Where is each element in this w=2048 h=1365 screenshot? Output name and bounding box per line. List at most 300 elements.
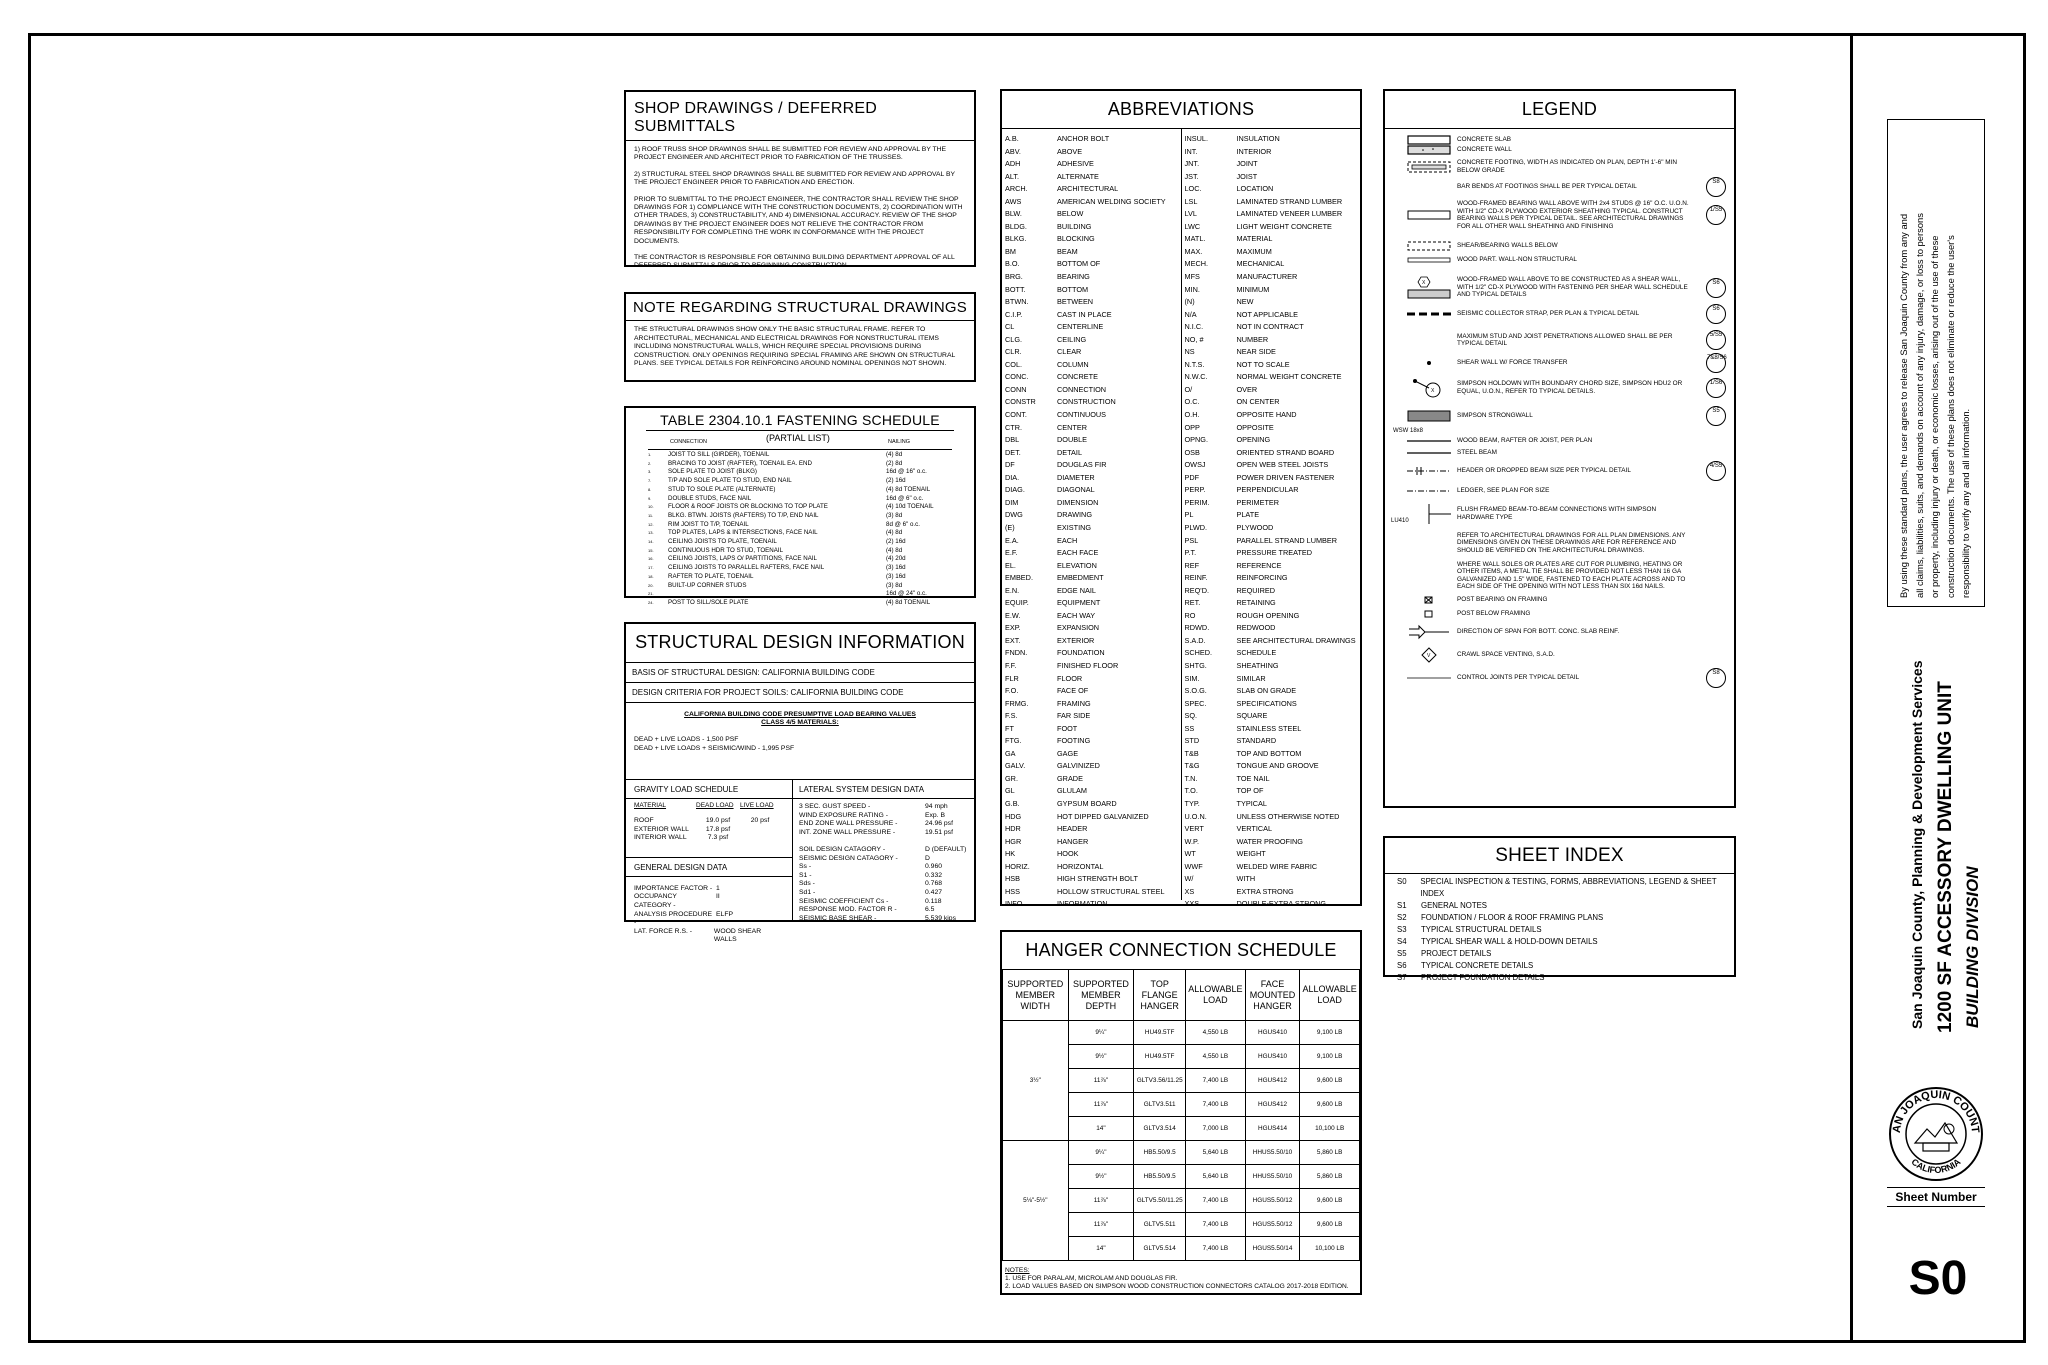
abbreviation-row (1005, 271, 1178, 284)
sheet-index-description: FOUNDATION / FLOOR & ROOF FRAMING PLANS (1421, 913, 1604, 922)
abbreviation-row (1185, 597, 1358, 610)
abbreviation-code: G.B. (1005, 798, 1020, 808)
hanger-schedule-box (1000, 930, 1362, 1295)
abbreviation-row (1005, 409, 1178, 422)
abbreviation-row (1185, 811, 1358, 824)
fastening-row (626, 573, 974, 582)
lateral-key: SEISMIC BASE SHEAR - (799, 914, 877, 922)
abbreviation-code: XXS (1184, 899, 1200, 909)
abbreviation-row (1005, 484, 1178, 497)
abbreviation-row (1185, 535, 1358, 548)
abbreviation-row (1005, 183, 1178, 196)
hanger-cell: HGUS5.50/14 (1245, 1237, 1300, 1261)
abbreviation-code: COL. (1005, 359, 1023, 369)
fastening-row-number: 3. (648, 469, 652, 475)
abbreviation-meaning: BLOCKING (1057, 234, 1095, 244)
abbreviation-code: (E) (1005, 522, 1015, 532)
legend-symbol-span-icon (1401, 625, 1457, 639)
hanger-header-cell: ALLOWABLE LOAD (1186, 970, 1246, 1021)
hanger-cell: 11⅞" (1068, 1213, 1134, 1237)
abbreviation-meaning: HANGER (1057, 836, 1089, 846)
legend-symbol-wall-icon (1401, 145, 1457, 155)
gravity-live-load: 20 psf (750, 817, 770, 824)
legend-item (1385, 255, 1734, 265)
abbreviation-row (1005, 848, 1178, 861)
hanger-cell: HGUS5.50/12 (1245, 1189, 1300, 1213)
legend-item-text: MAXIMUM STUD AND JOIST PENETRATIONS ALLOWED SHALL BE PER TYPICAL DETAIL (1457, 332, 1673, 348)
hanger-cell: 9¼" (1068, 1141, 1134, 1165)
general-design-row (634, 911, 784, 928)
hanger-cell: 9,600 LB (1300, 1069, 1360, 1093)
abbreviation-code: ARCH. (1005, 184, 1028, 194)
legend-item-text: SIMPSON STRONGWALL (1457, 411, 1533, 419)
hanger-cell: 4,550 LB (1186, 1045, 1246, 1069)
hanger-note-1: 1. USE FOR PARALAM, MICROLAM AND DOUGLAS FIR. (1005, 1275, 1178, 1282)
abbreviation-row (1005, 284, 1178, 297)
lateral-value: 0.118 (925, 897, 942, 905)
abbreviation-code: EXP. (1005, 623, 1021, 633)
presumptive-title-line1: CALIFORNIA BUILDING CODE PRESUMPTIVE LOAD BEARING VALUES (684, 711, 916, 718)
abbreviation-meaning: FOUNDATION (1057, 648, 1105, 658)
fastening-col-connection: CONNECTION (670, 439, 707, 445)
abbreviation-meaning: GYPSUM BOARD (1057, 798, 1117, 808)
legend-item (1385, 333, 1734, 348)
abbreviation-row (1005, 785, 1178, 798)
disclaimer-box (1887, 119, 1985, 607)
lateral-row (799, 889, 968, 898)
abbreviation-code: HDG (1005, 811, 1022, 821)
hanger-notes-title: NOTES: (1005, 1267, 1030, 1274)
gravity-material: EXTERIOR WALL (634, 825, 689, 833)
abbreviation-code: CLG. (1005, 334, 1023, 344)
legend-symbol-vent-icon (1401, 647, 1457, 663)
hanger-row (1003, 1021, 1360, 1045)
legend-item (1385, 462, 1734, 476)
legend-symbol-header-icon (1401, 466, 1457, 476)
legend-item-text: WOOD BEAM, RAFTER OR JOIST, PER PLAN (1457, 436, 1593, 444)
abbreviation-meaning: HOOK (1057, 849, 1079, 859)
abbreviation-row (1005, 396, 1178, 409)
fastening-row-connection: T/P AND SOLE PLATE TO STUD, END NAIL (668, 477, 792, 485)
abbreviation-meaning: DETAIL (1057, 447, 1083, 457)
abbreviation-row (1005, 146, 1178, 159)
hanger-cell: 5,640 LB (1186, 1165, 1246, 1189)
fastening-row-connection: STUD TO SOLE PLATE (ALTERNATE) (668, 485, 776, 493)
abbreviation-meaning: SHEATHING (1236, 660, 1279, 670)
hanger-cell: 7,400 LB (1186, 1237, 1246, 1261)
hanger-cell: 10,100 LB (1300, 1237, 1360, 1261)
fastening-col-nailing: NAILING (888, 439, 911, 445)
legend-item-text: WHERE WALL SOLES OR PLATES ARE CUT FOR PLUMBING, HEATING OR OTHER ITEMS, A METAL TIE SHALL BE PROVIDED NOT LESS THAN 16 GA GALVANIZED AND 1.5" WIDE, FASTENED TO EACH PLATE ACROSS AND TO EACH SIDE OF THE OPENING WITH NOT LESS THAN SIX 16d NAILS. (1457, 560, 1686, 591)
abbreviation-code: RDWD. (1184, 623, 1210, 633)
fastening-row (626, 590, 974, 599)
legend-item (1385, 407, 1734, 434)
abbreviation-code: CL (1005, 322, 1015, 332)
lateral-system-title: LATERAL SYSTEM DESIGN DATA (799, 785, 925, 794)
legend-detail-reference: S6 (1706, 304, 1726, 324)
legend-item-text: FLUSH FRAMED BEAM-TO-BEAM CONNECTIONS WITH SIMPSON HARDWARE TYPE (1457, 506, 1657, 521)
fastening-row (626, 460, 974, 469)
abbreviation-meaning: JOIST (1236, 171, 1258, 181)
hanger-cell: 4,550 LB (1186, 1021, 1246, 1045)
hanger-schedule-title: HANGER CONNECTION SCHEDULE (1025, 940, 1337, 960)
abbreviation-row (1185, 371, 1358, 384)
legend-item (1385, 179, 1734, 192)
fastening-row-nailing: (3) 16d (886, 564, 906, 572)
abbreviation-meaning: ANCHOR BOLT (1057, 134, 1110, 143)
lateral-value: D (DEFAULT) (925, 845, 967, 853)
abbreviation-row (1005, 647, 1178, 660)
abbreviation-meaning: INFORMATION (1057, 899, 1108, 909)
abbreviation-row (1185, 346, 1358, 359)
shop-drawings-title: SHOP DRAWINGS / DEFERRED SUBMITTALS (634, 100, 878, 135)
fastening-row (626, 564, 974, 573)
general-design-value: WOOD SHEAR WALLS (713, 927, 762, 944)
abbreviation-meaning: FACE OF (1057, 686, 1089, 696)
abbreviation-meaning: PLATE (1236, 510, 1260, 520)
abbreviation-row (1185, 258, 1358, 271)
fastening-row-number: 11. (648, 512, 654, 518)
legend-detail-reference: 5/S5 (1706, 330, 1726, 350)
fastening-row-nailing: (2) 8d (886, 459, 903, 467)
gravity-load-title: GRAVITY LOAD SCHEDULE (634, 785, 739, 794)
abbreviation-row (1005, 384, 1178, 397)
abbreviation-meaning: FINISHED FLOOR (1057, 660, 1119, 670)
abbreviation-meaning: LOCATION (1236, 184, 1274, 194)
abbreviation-row (1005, 760, 1178, 773)
hanger-cell: HB5.50/9.5 (1134, 1165, 1186, 1189)
abbreviation-meaning: HOT DIPPED GALVANIZED (1057, 811, 1149, 821)
fastening-row (626, 512, 974, 521)
abbreviation-meaning: DOUBLE (1057, 435, 1088, 445)
hanger-cell: 7,400 LB (1186, 1069, 1246, 1093)
abbreviation-code: T.O. (1184, 786, 1198, 796)
abbreviation-row (1185, 622, 1358, 635)
lateral-key: Sd1 - (799, 888, 816, 896)
abbreviation-meaning: ABOVE (1057, 146, 1083, 156)
presumptive-title-line2: CLASS 4/5 MATERIALS: (761, 719, 839, 726)
legend-item-text: CONCRETE SLAB (1457, 136, 1511, 144)
abbreviation-code: O/ (1184, 384, 1193, 394)
abbreviation-row (1005, 459, 1178, 472)
hanger-cell: 9¼" (1068, 1021, 1134, 1045)
abbreviation-meaning: HEADER (1057, 824, 1088, 834)
legend-item (1385, 669, 1734, 683)
abbreviation-row (1005, 535, 1178, 548)
structural-note-box (624, 292, 976, 382)
legend-symbol-collector-icon (1401, 309, 1457, 319)
abbreviation-row (1185, 572, 1358, 585)
legend-item-text: STEEL BEAM (1457, 448, 1497, 456)
project-title: 1200 SF ACCESSORY DWELLING UNIT (1935, 681, 1956, 1033)
abbreviation-code: EL. (1005, 560, 1016, 570)
legend-item-text: SEISMIC COLLECTOR STRAP, PER PLAN & TYPICAL DETAIL (1457, 309, 1640, 317)
gravity-row (634, 834, 784, 843)
abbreviation-row (1005, 246, 1178, 259)
abbreviation-row (1185, 585, 1358, 598)
hanger-cell: HGUS414 (1245, 1117, 1300, 1141)
gravity-dead-load: 17.8 psf (705, 825, 731, 833)
abbreviation-row (1185, 158, 1358, 171)
fastening-row (626, 503, 974, 512)
abbreviation-row (1185, 359, 1358, 372)
general-design-title: GENERAL DESIGN DATA (634, 862, 728, 872)
abbreviation-row (1185, 459, 1358, 472)
abbreviation-code: DIAG. (1005, 485, 1025, 495)
abbreviation-code: BM (1005, 246, 1016, 256)
shop-paragraph: PRIOR TO SUBMITTAL TO THE PROJECT ENGINEER, THE CONTRACTOR SHALL REVIEW THE SHOP DRAWINGS FOR 1) COMPLIANCE WITH THE CONSTRUCTION DOCUMENTS, 2) COORDINATION WITH OTHER TRADES, 3) CONSTRUCTABILITY, AND 4) DIMENSIONAL ACCURACY. REVIEW OF THE SHOP DRAWINGS BY THE PROJECT ENGINEER DOES NOT RELIEVE THE CONTRACTOR FROM RESPONSIBILITY FOR COMPLETING THE WORK IN CONFORMANCE WITH THE PROJECT DOCUMENTS. (634, 195, 963, 245)
abbreviation-code: PLWD. (1184, 522, 1208, 532)
abbreviation-code: OPNG. (1184, 435, 1209, 445)
abbreviation-code: ABV. (1005, 146, 1021, 156)
svg-text:X: X (1431, 387, 1435, 394)
abbreviation-row (1185, 133, 1358, 146)
abbreviation-meaning: DIAGONAL (1057, 485, 1095, 495)
abbreviation-row (1185, 484, 1358, 497)
gravity-load-rows (626, 809, 792, 843)
fastening-row-number: 20. (648, 582, 654, 588)
abbreviation-row (1005, 597, 1178, 610)
hanger-cell: GLTV5.511 (1134, 1213, 1186, 1237)
fastening-schedule-box (624, 406, 976, 606)
sheet-index-title: SHEET INDEX (1495, 845, 1624, 866)
sheet-index-box (1383, 836, 1736, 982)
agency-name: San Joaquin County, Planning & Development Services (1909, 660, 1925, 1029)
abbreviation-meaning: PLYWOOD (1236, 522, 1274, 532)
abbreviation-code: OSB (1184, 447, 1200, 457)
abbreviation-code: LOC. (1184, 184, 1202, 194)
legend-item (1385, 145, 1734, 155)
hanger-header-cell: TOP FLANGE HANGER (1134, 970, 1186, 1021)
abbreviation-meaning: MANUFACTURER (1236, 272, 1298, 282)
abbreviation-code: BLW. (1005, 209, 1022, 219)
structural-basis: BASIS OF STRUCTURAL DESIGN: CALIFORNIA BUILDING CODE (626, 662, 974, 682)
abbreviation-row (1185, 296, 1358, 309)
abbreviation-meaning: CONCRETE (1057, 372, 1098, 382)
legend-item-text: HEADER OR DROPPED BEAM SIZE PER TYPICAL DETAIL (1457, 466, 1631, 474)
abbreviation-row (1185, 246, 1358, 259)
abbreviation-row (1005, 158, 1178, 171)
legend-item (1385, 275, 1734, 301)
abbreviation-meaning: NOT TO SCALE (1236, 359, 1290, 369)
hanger-cell: HB5.50/9.5 (1134, 1141, 1186, 1165)
abbreviation-meaning: CENTER (1057, 422, 1087, 432)
legend-symbol-post-icon (1401, 609, 1457, 619)
abbreviation-row (1005, 898, 1178, 911)
abbreviation-meaning: CEILING (1057, 334, 1087, 344)
abbreviation-code: RET. (1184, 598, 1201, 608)
sheet-index-description: PROJECT FOUNDATION DETAILS (1421, 973, 1545, 982)
abbreviation-row (1185, 334, 1358, 347)
legend-item (1385, 448, 1734, 458)
abbreviation-meaning: ALTERNATE (1057, 171, 1099, 181)
abbreviation-code: JST. (1184, 171, 1199, 181)
abbreviation-meaning: NEW (1236, 297, 1254, 307)
fastening-row-connection: BRACING TO JOIST (RAFTER), TOENAIL EA. END (668, 459, 812, 467)
legend-item-text: WOOD-FRAMED WALL ABOVE TO BE CONSTRUCTED AS A SHEAR WALL, WITH 1/2" CD-X PLYWOOD WITH FASTENING PER SHEAR WALL SCHEDULE AND TYPICAL DETAILS (1457, 276, 1688, 299)
abbreviation-code: DF (1005, 460, 1015, 470)
gravity-load-header (626, 799, 792, 809)
abbreviation-row (1005, 321, 1178, 334)
fastening-row-nailing: (2) 16d (886, 538, 906, 546)
abbreviation-code: STD (1184, 736, 1200, 746)
abbreviation-code: JNT. (1184, 159, 1200, 169)
abbreviation-row (1185, 509, 1358, 522)
abbreviation-row (1005, 296, 1178, 309)
legend-item-text: CONCRETE FOOTING, WIDTH AS INDICATED ON PLAN, DEPTH 1'-6" MIN BELOW GRADE (1457, 159, 1677, 174)
legend-symbol-dot-icon (1401, 358, 1457, 368)
abbreviation-code: FRMG. (1005, 698, 1029, 708)
lateral-key: S1 - (799, 871, 812, 879)
hanger-cell: 9,600 LB (1300, 1213, 1360, 1237)
abbreviation-meaning: SLAB ON GRADE (1236, 686, 1297, 696)
abbreviation-code: HORIZ. (1005, 861, 1030, 871)
abbreviation-row (1005, 735, 1178, 748)
abbreviation-code: BOTT. (1005, 284, 1026, 294)
seal-bottom-text: CALIFORNIA (1909, 1156, 1963, 1176)
abbreviation-row (1005, 886, 1178, 899)
abbreviation-row (1005, 422, 1178, 435)
hanger-cell: 9,600 LB (1300, 1093, 1360, 1117)
abbreviation-code: SPEC. (1184, 698, 1207, 708)
abbreviation-row (1005, 585, 1178, 598)
abbreviation-meaning: TONGUE AND GROOVE (1236, 761, 1319, 771)
abbreviation-meaning: BEAM (1057, 246, 1078, 256)
abbreviation-row (1185, 221, 1358, 234)
sheet-index-rows (1385, 874, 1734, 984)
abbreviation-row (1185, 798, 1358, 811)
abbreviation-code: RO (1184, 610, 1196, 620)
abbreviation-meaning: WITH (1236, 874, 1256, 884)
abbreviation-meaning: SPECIFICATIONS (1236, 698, 1297, 708)
lateral-row (799, 915, 968, 924)
lateral-value: 6.5 (925, 906, 935, 914)
abbreviation-code: REQ'D. (1184, 585, 1210, 595)
hanger-cell: HHUS5.50/10 (1245, 1165, 1300, 1189)
abbreviation-row (1185, 396, 1358, 409)
abbreviation-row (1005, 371, 1178, 384)
abbreviation-row (1185, 823, 1358, 836)
abbreviation-meaning: OPPOSITE HAND (1236, 410, 1297, 420)
abbreviation-row (1005, 334, 1178, 347)
abbreviation-row (1185, 309, 1358, 322)
abbreviation-code: FT (1005, 723, 1014, 733)
abbreviation-row (1005, 434, 1178, 447)
hanger-cell: HU49.5TF (1134, 1045, 1186, 1069)
abbreviation-code: PERIM. (1184, 497, 1210, 507)
legend-item-text: CRAWL SPACE VENTING, S.A.D. (1457, 651, 1555, 659)
abbreviation-meaning: OPEN WEB STEEL JOISTS (1236, 460, 1329, 470)
fastening-row-nailing: 8d @ 6" o.c. (886, 520, 920, 528)
abbreviation-meaning: LIGHT WEIGHT CONCRETE (1236, 221, 1332, 231)
fastening-row-number: 2. (648, 460, 652, 466)
abbreviation-code: GA (1005, 748, 1016, 758)
abbreviation-row (1185, 773, 1358, 786)
abbreviations-box (1000, 89, 1362, 909)
abbreviation-row (1005, 196, 1178, 209)
county-seal-icon (1887, 1085, 1985, 1183)
abbreviation-meaning: EACH FACE (1057, 548, 1099, 558)
fastening-row (626, 451, 974, 460)
abbreviation-row (1005, 773, 1178, 786)
hanger-header-cell: SUPPORTED MEMBER DEPTH (1068, 970, 1134, 1021)
abbreviation-code: T.N. (1184, 773, 1198, 783)
legend-item (1385, 305, 1734, 319)
abbreviation-meaning: MINIMUM (1236, 284, 1270, 294)
abbreviation-row (1005, 811, 1178, 824)
fastening-row-number: 7. (648, 478, 652, 484)
general-design-row (634, 893, 784, 910)
abbreviation-code: LVL (1184, 209, 1197, 219)
legend-item (1385, 595, 1734, 605)
lateral-row (799, 812, 968, 821)
disclaimer-text: By using these standard plans, the user agrees to release San Joaquin County from any and all claims, liabilities, suits, and demands on account of any injury, damage, or loss to persons or property, including injury or death, or economic losses, arising out of the use of these construction documents. The use of these plans does not eliminate or reduce the user's responsibility to verify any and all information. (1898, 213, 1972, 598)
hanger-cell: 11⅞" (1068, 1093, 1134, 1117)
abbreviation-meaning: UNLESS OTHERWISE NOTED (1236, 811, 1340, 821)
fastening-row-number: 10. (648, 504, 654, 510)
abbreviation-code: WWF (1184, 861, 1203, 871)
abbreviation-meaning: GLULAM (1057, 786, 1088, 796)
abbreviation-meaning: VERTICAL (1236, 824, 1273, 834)
abbreviation-code: MAX. (1184, 246, 1203, 256)
lateral-value: 0.427 (925, 888, 943, 896)
lateral-row (799, 803, 968, 812)
abbreviation-code: DET. (1005, 447, 1021, 457)
general-design-key: IMPORTANCE FACTOR - (634, 884, 713, 892)
legend-detail-reference: S5 (1706, 406, 1726, 426)
abbreviation-code: EXT. (1005, 635, 1021, 645)
abbreviation-row (1185, 409, 1358, 422)
abbreviation-row (1185, 635, 1358, 648)
abbreviation-code: BLKG. (1005, 234, 1027, 244)
abbreviation-meaning: EXPANSION (1057, 623, 1100, 633)
abbreviation-row (1005, 635, 1178, 648)
fastening-row-number: 9. (648, 495, 652, 501)
hanger-cell: 9,600 LB (1300, 1189, 1360, 1213)
hanger-cell: 5,640 LB (1186, 1141, 1246, 1165)
abbreviation-code: GALV. (1005, 761, 1026, 771)
abbreviation-row (1185, 171, 1358, 184)
abbreviation-meaning: REINFORCING (1236, 573, 1288, 583)
abbreviation-code: W/ (1184, 874, 1194, 884)
abbreviation-code: O.H. (1184, 410, 1200, 420)
abbreviation-row (1005, 798, 1178, 811)
legend-detail-reference: S8 (1706, 177, 1726, 197)
abbreviation-row (1185, 284, 1358, 297)
abbreviation-code: N/A (1184, 309, 1197, 319)
lateral-row (799, 872, 968, 881)
fastening-row-nailing: (4) 8d TOENAIL (886, 485, 931, 493)
fastening-row-connection: RIM JOIST TO T/P, TOENAIL (668, 520, 749, 528)
abbreviation-meaning: WATER PROOFING (1236, 836, 1303, 846)
abbreviation-row (1005, 221, 1178, 234)
abbreviation-meaning: OPENING (1236, 435, 1271, 445)
legend-rows (1385, 129, 1734, 683)
abbreviation-code: PDF (1184, 472, 1200, 482)
hanger-cell: 11⅞" (1068, 1069, 1134, 1093)
abbreviation-meaning: MECHANICAL (1236, 259, 1285, 269)
legend-symbol-slab-icon (1401, 135, 1457, 145)
abbreviation-meaning: AMERICAN WELDING SOCIETY (1057, 196, 1166, 206)
hanger-cell: 9,100 LB (1300, 1045, 1360, 1069)
hanger-cell: GLTV5.514 (1134, 1237, 1186, 1261)
abbreviations-left-column (1002, 129, 1181, 909)
hanger-cell: 14" (1068, 1117, 1134, 1141)
abbreviation-row (1185, 848, 1358, 861)
fastening-row-connection: CEILING JOISTS TO PLATE, TOENAIL (668, 538, 777, 546)
abbreviation-code: F.O. (1005, 686, 1019, 696)
legend-item (1385, 486, 1734, 496)
